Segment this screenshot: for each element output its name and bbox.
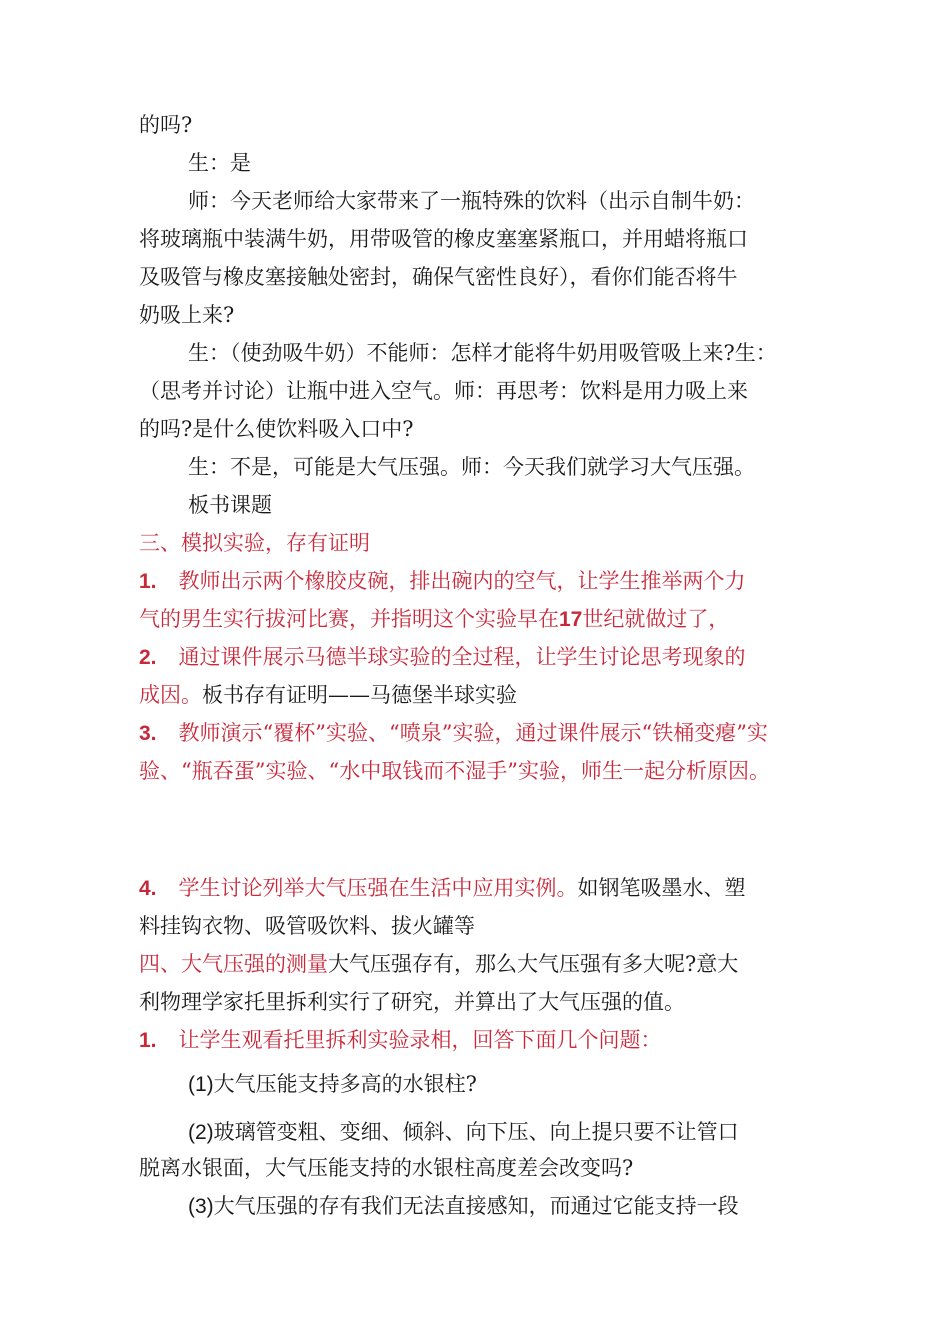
item-number: 1. (139, 570, 157, 593)
heading-text: 四、大气压强的测量 (139, 952, 328, 976)
section-heading (139, 952, 738, 976)
text-line: 的吗? (139, 113, 193, 137)
list-item (139, 876, 746, 901)
text-segment: 气的男生实行拔河比赛，并指明这个实验早在 (139, 607, 559, 631)
text-line (139, 683, 517, 707)
text-line: 生：是 (188, 151, 251, 175)
item-text: 学生讨论列举大气压强在生活中应用实例。 (178, 876, 578, 900)
sub-item-number: (3) (188, 1195, 214, 1218)
text-line: 师：今天老师给大家带来了一瓶特殊的饮料（出示自制牛奶： (188, 189, 755, 213)
text-segment: 世纪就做过了， (582, 607, 730, 631)
list-item (139, 1028, 662, 1053)
text-line: 生：（使劲吸牛奶）不能师：怎样才能将牛奶用吸管吸上来?生： (188, 341, 777, 365)
item-text: 通过课件展示马德半球实验的全过程，让学生讨论思考现象的 (178, 645, 746, 669)
list-item (139, 721, 768, 746)
section-heading: 三、模拟实验，存有证明 (139, 531, 370, 555)
text-line (139, 607, 729, 632)
text-line: 验、“瓶吞蛋”实验、“水中取钱而不湿手”实验，师生一起分析原因。 (139, 759, 770, 783)
text-line: 的吗?是什么使饮料吸入口中? (139, 417, 414, 441)
text-segment-number: 17 (559, 608, 583, 631)
list-item (139, 645, 746, 670)
text-line: 板书课题 (188, 493, 272, 517)
item-number: 1. (139, 1029, 157, 1052)
sub-item-number: (1) (188, 1073, 214, 1096)
list-item (139, 569, 746, 594)
item-text: 让学生观看托里拆利实验录相，回答下面几个问题： (178, 1028, 662, 1052)
sub-item-text: 玻璃管变粗、变细、倾斜、向下压、向上提只要不让管口 (213, 1120, 739, 1144)
text-line: 利物理学家托里拆利实行了研究，并算出了大气压强的值。 (139, 990, 685, 1014)
text-line: 料挂钩衣物、吸管吸饮料、拔火罐等 (139, 914, 475, 938)
sub-item (188, 1120, 739, 1145)
text-line: 奶吸上来? (139, 303, 235, 327)
sub-item (188, 1194, 739, 1219)
text-line: 脱离水银面，大气压能支持的水银柱高度差会改变吗? (139, 1156, 634, 1180)
sub-item-text: 大气压能支持多高的水银柱? (213, 1072, 477, 1096)
text-line: 将玻璃瓶中装满牛奶，用带吸管的橡皮塞塞紧瓶口，并用蜡将瓶口 (139, 227, 748, 251)
text-line: （思考并讨论）让瓶中进入空气。师：再思考：饮料是用力吸上来 (139, 379, 748, 403)
item-text: 如钢笔吸墨水、塑 (577, 876, 746, 900)
text-line: 生：不是，可能是大气压强。师：今天我们就学习大气压强。 (188, 455, 755, 479)
text-segment: 板书存有证明——马德堡半球实验 (202, 683, 517, 707)
text-segment: 大气压强存有，那么大气压强有多大呢?意大 (328, 952, 739, 976)
item-text: 教师出示两个橡胶皮碗，排出碗内的空气，让学生推举两个力 (178, 569, 746, 593)
sub-item-number: (2) (188, 1121, 214, 1144)
sub-item-text: 大气压强的存有我们无法直接感知，而通过它能支持一段 (213, 1194, 739, 1218)
item-text: 教师演示“覆杯”实验、“喷泉”实验，通过课件展示“铁桶变瘪”实 (178, 721, 768, 745)
item-number: 4. (139, 877, 157, 900)
item-number: 3. (139, 722, 157, 745)
text-line: 及吸管与橡皮塞接触处密封，确保气密性良好），看你们能否将牛 (139, 265, 738, 289)
item-number: 2. (139, 646, 157, 669)
sub-item (188, 1072, 477, 1097)
text-segment: 成因。 (139, 683, 202, 707)
